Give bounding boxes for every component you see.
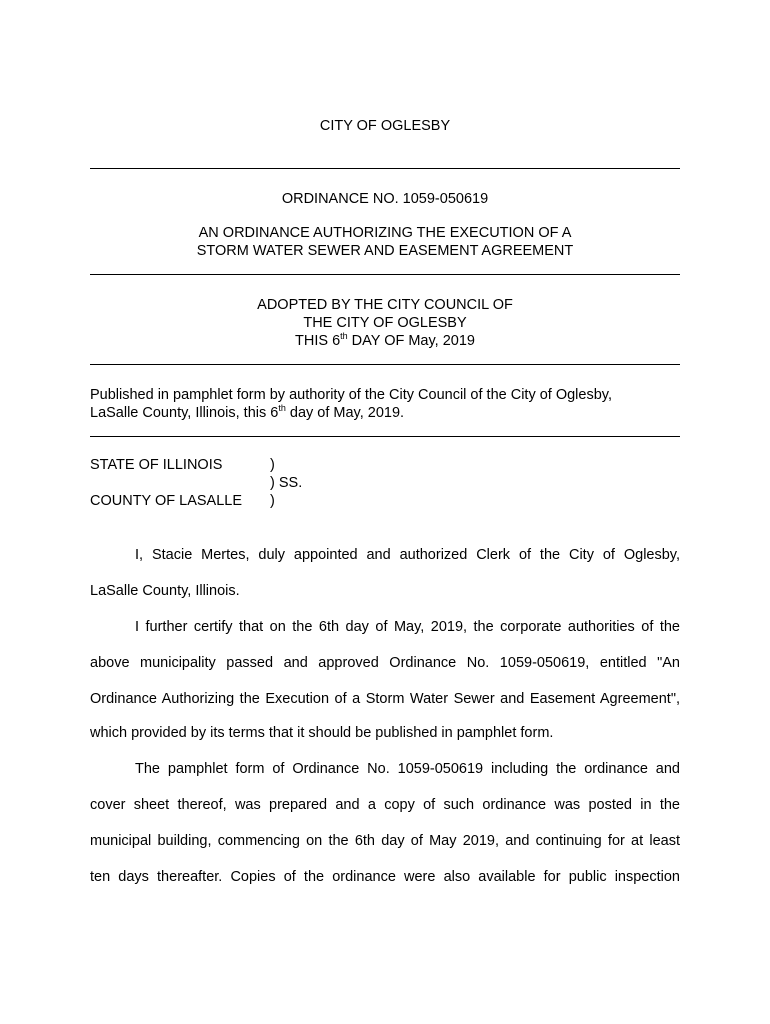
adopted-line1: ADOPTED BY THE CITY COUNCIL OF — [257, 297, 513, 313]
paragraph-2-line-3: Ordinance Authorizing the Execution of a Storm Water Sewer and Easement Agreement", — [90, 691, 680, 707]
ordinance-title-line1: AN ORDINANCE AUTHORIZING THE EXECUTION OF A — [198, 225, 572, 241]
paragraph-2-line-2: above municipality passed and approved Ordinance No. 1059-050619, entitled "An — [90, 655, 680, 671]
paragraph-1-line-1: I, Stacie Mertes, duly appointed and authorized Clerk of the City of Oglesby, — [135, 547, 680, 563]
published-line2: LaSalle County, Illinois, this 6th day of May, 2019. — [90, 403, 405, 421]
paragraph-2-line-1: I further certify that on the 6th day of May, 2019, the corporate authorities of the — [135, 619, 680, 635]
venue-ss: ) SS. — [270, 475, 303, 491]
ordinance-number: ORDINANCE NO. 1059-050619 — [281, 191, 489, 207]
city-heading: CITY OF OGLESBY — [319, 118, 451, 134]
venue-county: COUNTY OF LASALLE — [90, 493, 243, 509]
paragraph-3-line-4: ten days thereafter. Copies of the ordinance were also available for public inspection — [90, 869, 680, 885]
divider-1 — [90, 168, 680, 169]
venue-state: STATE OF ILLINOIS — [90, 457, 223, 473]
paragraph-3-line-3: municipal building, commencing on the 6th day of May 2019, and continuing for at least — [90, 833, 680, 849]
divider-3 — [90, 364, 680, 365]
adopted-line2: THE CITY OF OGLESBY — [303, 315, 467, 331]
paragraph-1-line-2: LaSalle County, Illinois. — [90, 583, 240, 599]
ordinance-title-line2: STORM WATER SEWER AND EASEMENT AGREEMENT — [196, 243, 574, 259]
venue-paren-1: ) — [270, 457, 275, 473]
venue-paren-3: ) — [270, 493, 275, 509]
adopted-line3: THIS 6th DAY OF May, 2019 — [295, 331, 475, 349]
divider-4 — [90, 436, 680, 437]
paragraph-3-line-1: The pamphlet form of Ordinance No. 1059-050619 including the ordinance and — [135, 761, 680, 777]
divider-2 — [90, 274, 680, 275]
published-line1: Published in pamphlet form by authority of the City Council of the City of Oglesby, — [90, 387, 612, 403]
paragraph-3-line-2: cover sheet thereof, was prepared and a copy of such ordinance was posted in the — [90, 797, 680, 813]
paragraph-2-line-4: which provided by its terms that it should be published in pamphlet form. — [90, 725, 554, 741]
